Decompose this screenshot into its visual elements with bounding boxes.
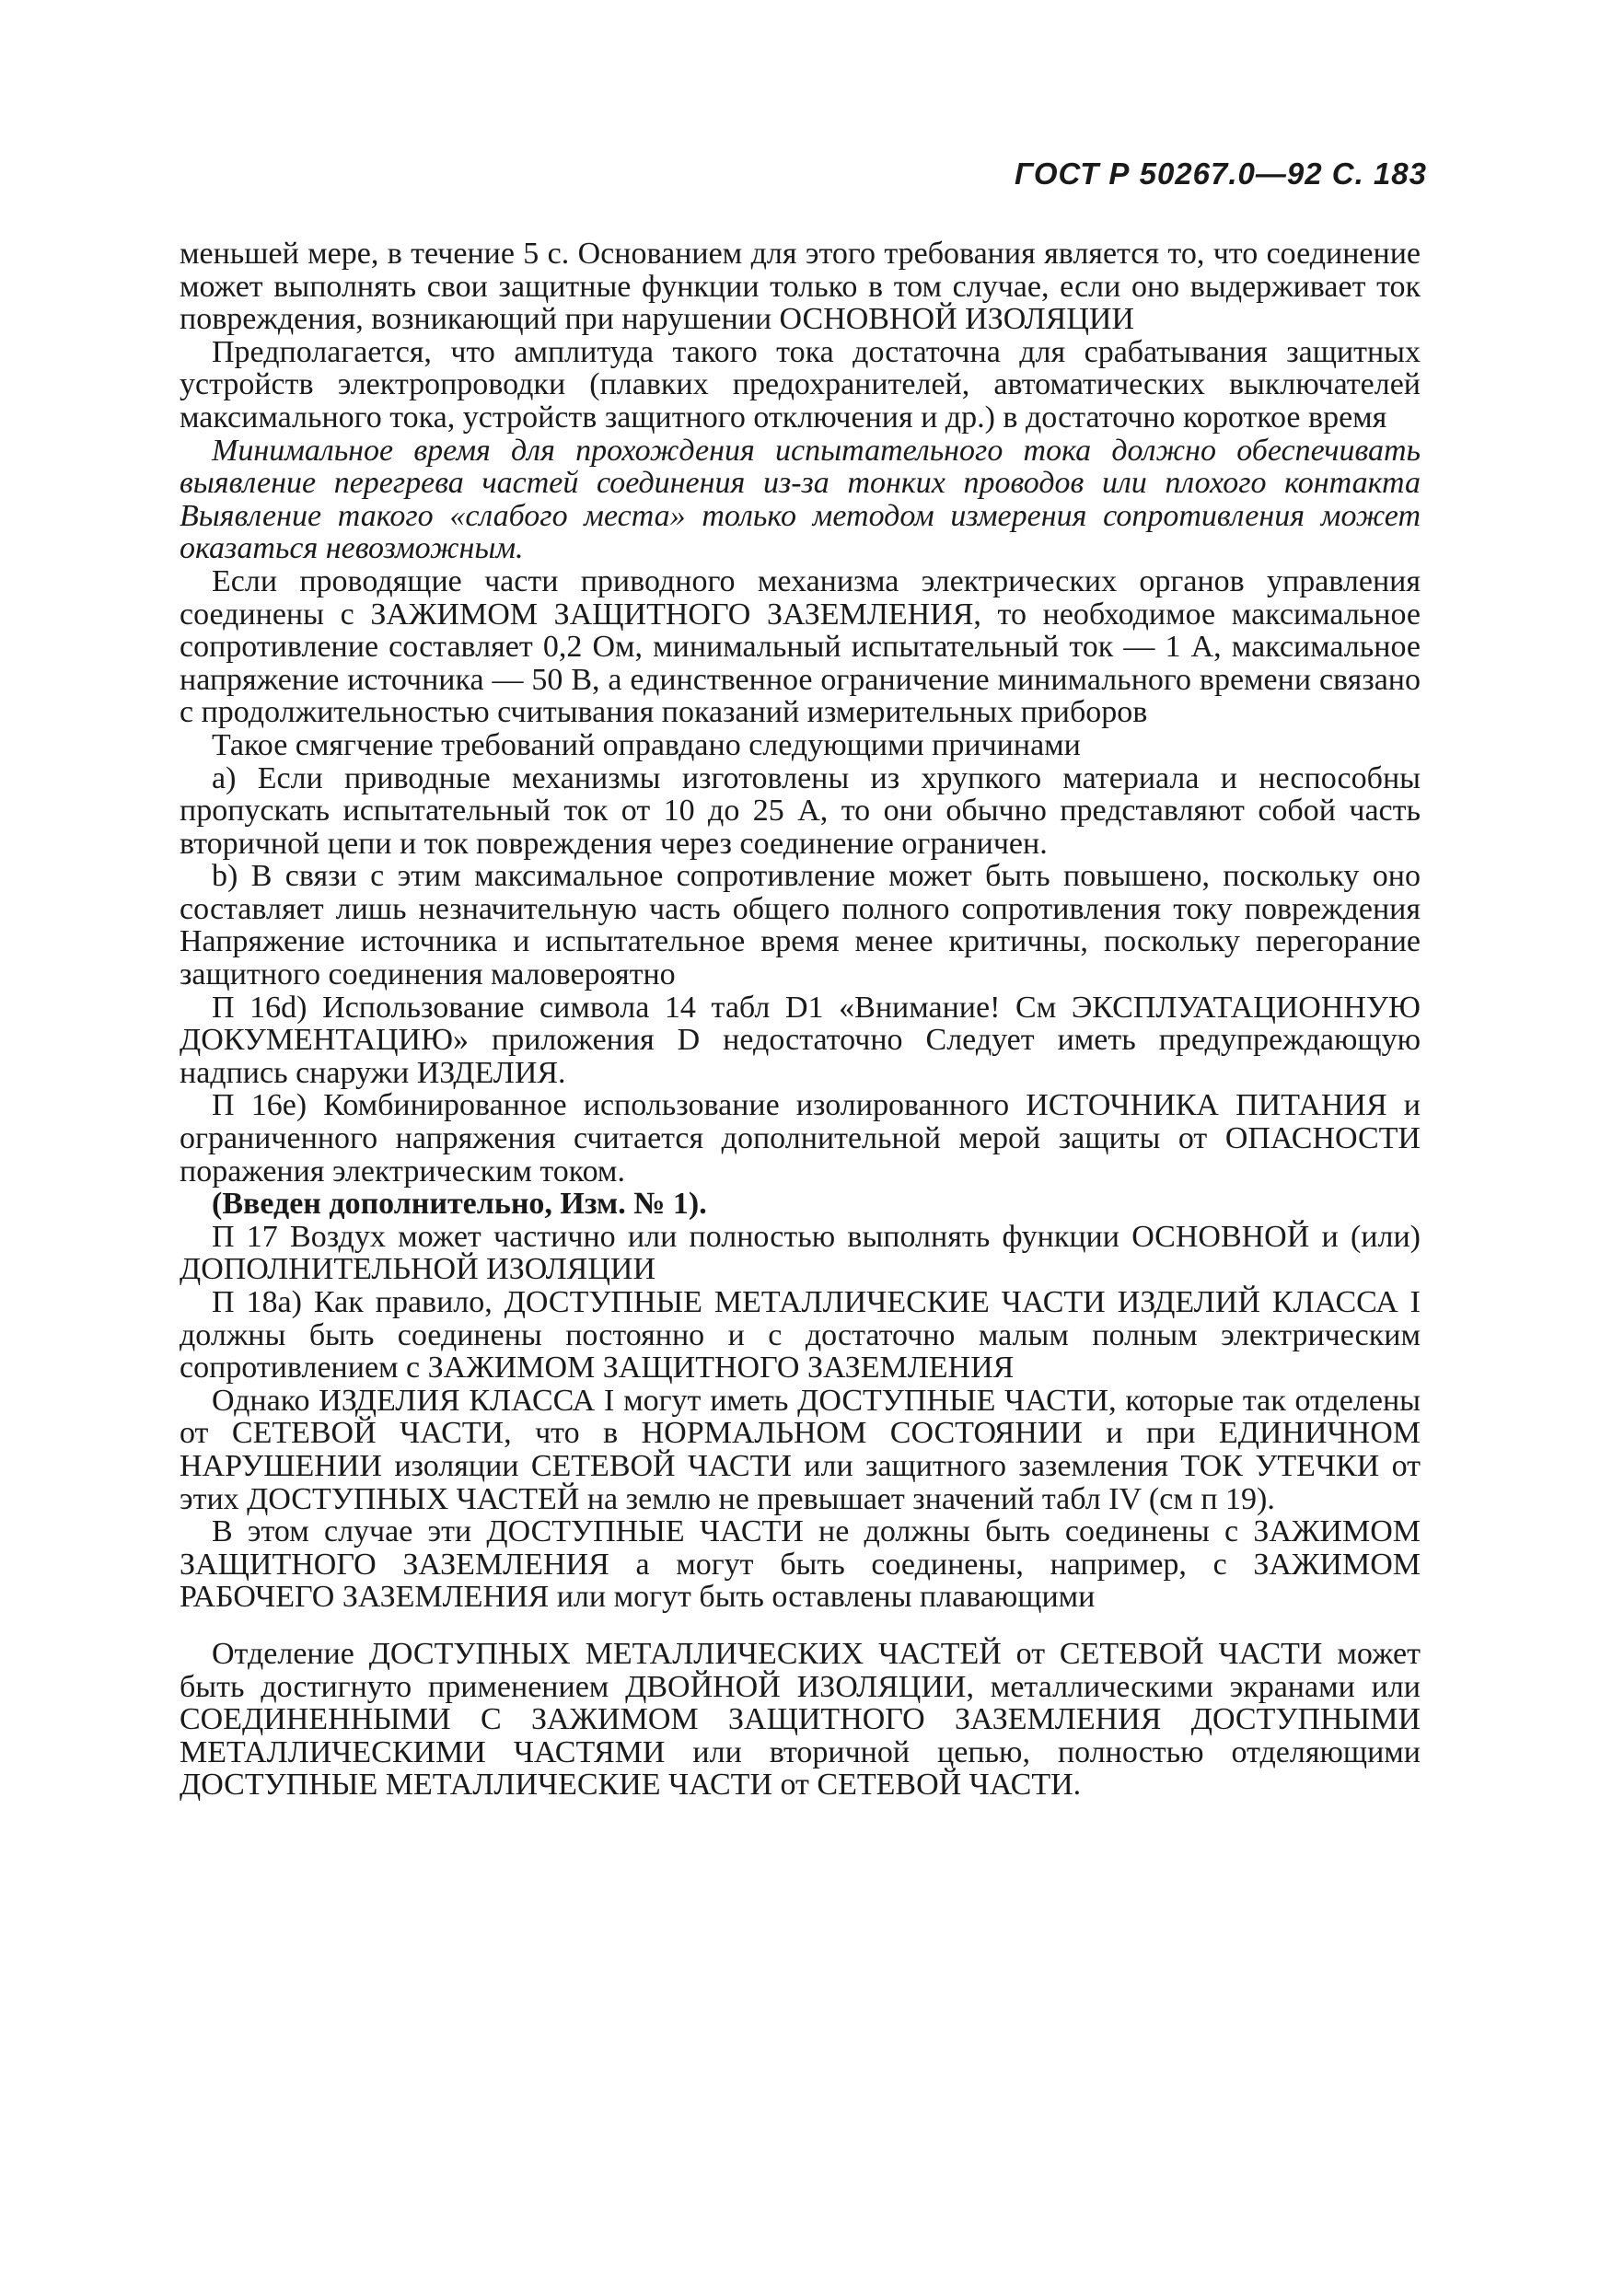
paragraph-separation: Отделение ДОСТУПНЫХ МЕТАЛЛИЧЕСКИХ ЧАСТЕЙ от СЕТЕВОЙ ЧАСТИ может быть достигнуто применением ДВОЙНОЙ ИЗОЛЯЦИИ, металлическими экранами или СОЕДИНЕННЫМИ С ЗАЖИМОМ ЗАЩИТНОГО ЗАЗЕМЛЕНИЯ ДОСТУПНЫМИ МЕТАЛЛИЧЕСКИМИ ЧАСТЯМИ или вторичной цепью, полностью отделяющими ДОСТУПНЫЕ МЕТАЛЛИЧЕСКИЕ ЧАСТИ от СЕТЕВОЙ ЧАСТИ.	[180, 1636, 1421, 1803]
paragraph-item-a: а) Если приводные механизмы изготовлены из хрупкого материала и неспособны пропускать испытательный ток от 10 до 25 А, то они обычно представляют собой часть вторичной цепи и ток повреждения через соединение ограничен.	[180, 760, 1421, 861]
paragraph-item-b: b) В связи с этим максимальное сопротивление может быть повышено, поскольку оно составляет лишь незначительную часть общего полного сопротивления току повреждения Напряжение источника и испытательное время менее критичны, поскольку перегорание защитного соединения маловероятно	[180, 859, 1421, 992]
paragraph-16e: П 16е) Комбинированное использование изолированного ИСТОЧНИКА ПИТАНИЯ и ограниченного напряжения считается дополнительной мерой защиты от ОПАСНОСТИ поражения электрическим током.	[180, 1088, 1421, 1189]
paragraph-mitigation: Такое смягчение требований оправдано следующими причинами	[212, 727, 1081, 762]
paragraph-class-i: Однако ИЗДЕЛИЯ КЛАССА I могут иметь ДОСТУПНЫЕ ЧАСТИ, которые так отделены от СЕТЕВОЙ ЧАСТИ, что в НОРМАЛЬНОМ СОСТОЯНИИ и при ЕДИНИЧНОМ НАРУШЕНИИ изоляции СЕТЕВОЙ ЧАСТИ или защитного заземления ТОК УТЕЧКИ от этих ДОСТУПНЫХ ЧАСТЕЙ на землю не превышает значений табл IV (см п 19).	[180, 1383, 1421, 1516]
paragraph-control-elements: Если проводящие части приводного механизма электрических органов управления соединены с ЗАЖИМОМ ЗАЩИТНОГО ЗАЗЕМЛЕНИЯ, то необходимое максимальное сопротивление составляет 0,2 Ом, минимальный испытательный ток — 1 А, максимальное напряжение источника — 50 В, а единственное ограничение минимального времени связано с продолжительностью считывания показаний измерительных приборов	[180, 563, 1421, 730]
paragraph-min-time: Минимальное время для прохождения испытательного тока должно обеспечивать выявление перегрева частей соединения из-за тонких проводов или плохого контакта Выявление такого «слабого места» только методом измерения сопротивления может оказаться невозможным.	[180, 433, 1421, 566]
paragraph-16d: П 16d) Использование символа 14 табл D1 «Внимание! См ЭКСПЛУАТАЦИОННУЮ ДОКУМЕНТАЦИЮ» приложения D недостаточно Следует иметь предупреждающую надпись снаружи ИЗДЕЛИЯ.	[180, 990, 1421, 1090]
paragraph-amendment-note: (Введен дополнительно, Изм. № 1).	[212, 1187, 707, 1222]
paragraph-17: П 17 Воздух может частично или полностью выполнять функции ОСНОВНОЙ и (или) ДОПОЛНИТЕЛЬНОЙ ИЗОЛЯЦИИ	[180, 1219, 1421, 1287]
page-header: ГОСТ Р 50267.0—92 С. 183	[1015, 157, 1427, 191]
paragraph-continuation: меньшей мере, в течение 5 с. Основанием для этого требования является то, что соединение может выполнять свои защитные функции только в том случае, если оно выдерживает ток повреждения, возникающий при нарушении ОСНОВНОЙ ИЗОЛЯЦИИ	[180, 237, 1421, 337]
document-body	[180, 238, 1421, 1802]
paragraph-floating: В этом случае эти ДОСТУПНЫЕ ЧАСТИ не должны быть соединены с ЗАЖИМОМ ЗАЩИТНОГО ЗАЗЕМЛЕНИЯ а могут быть соединены, например, с ЗАЖИМОМ РАБОЧЕГО ЗАЗЕМЛЕНИЯ или могут быть оставлены плавающими	[180, 1514, 1421, 1615]
paragraph-18a: П 18а) Как правило, ДОСТУПНЫЕ МЕТАЛЛИЧЕСКИЕ ЧАСТИ ИЗДЕЛИЙ КЛАССА I должны быть соединены постоянно и с достаточно малым полным электрическим сопротивлением с ЗАЖИМОМ ЗАЩИТНОГО ЗАЗЕМЛЕНИЯ	[180, 1285, 1421, 1386]
paragraph-amplitude: Предполагается, что амплитуда такого тока достаточна для срабатывания защитных устройств электропроводки (плавких предохранителей, автоматических выключателей максимального тока, устройств защитного отключения и др.) в достаточно короткое время	[180, 334, 1421, 435]
